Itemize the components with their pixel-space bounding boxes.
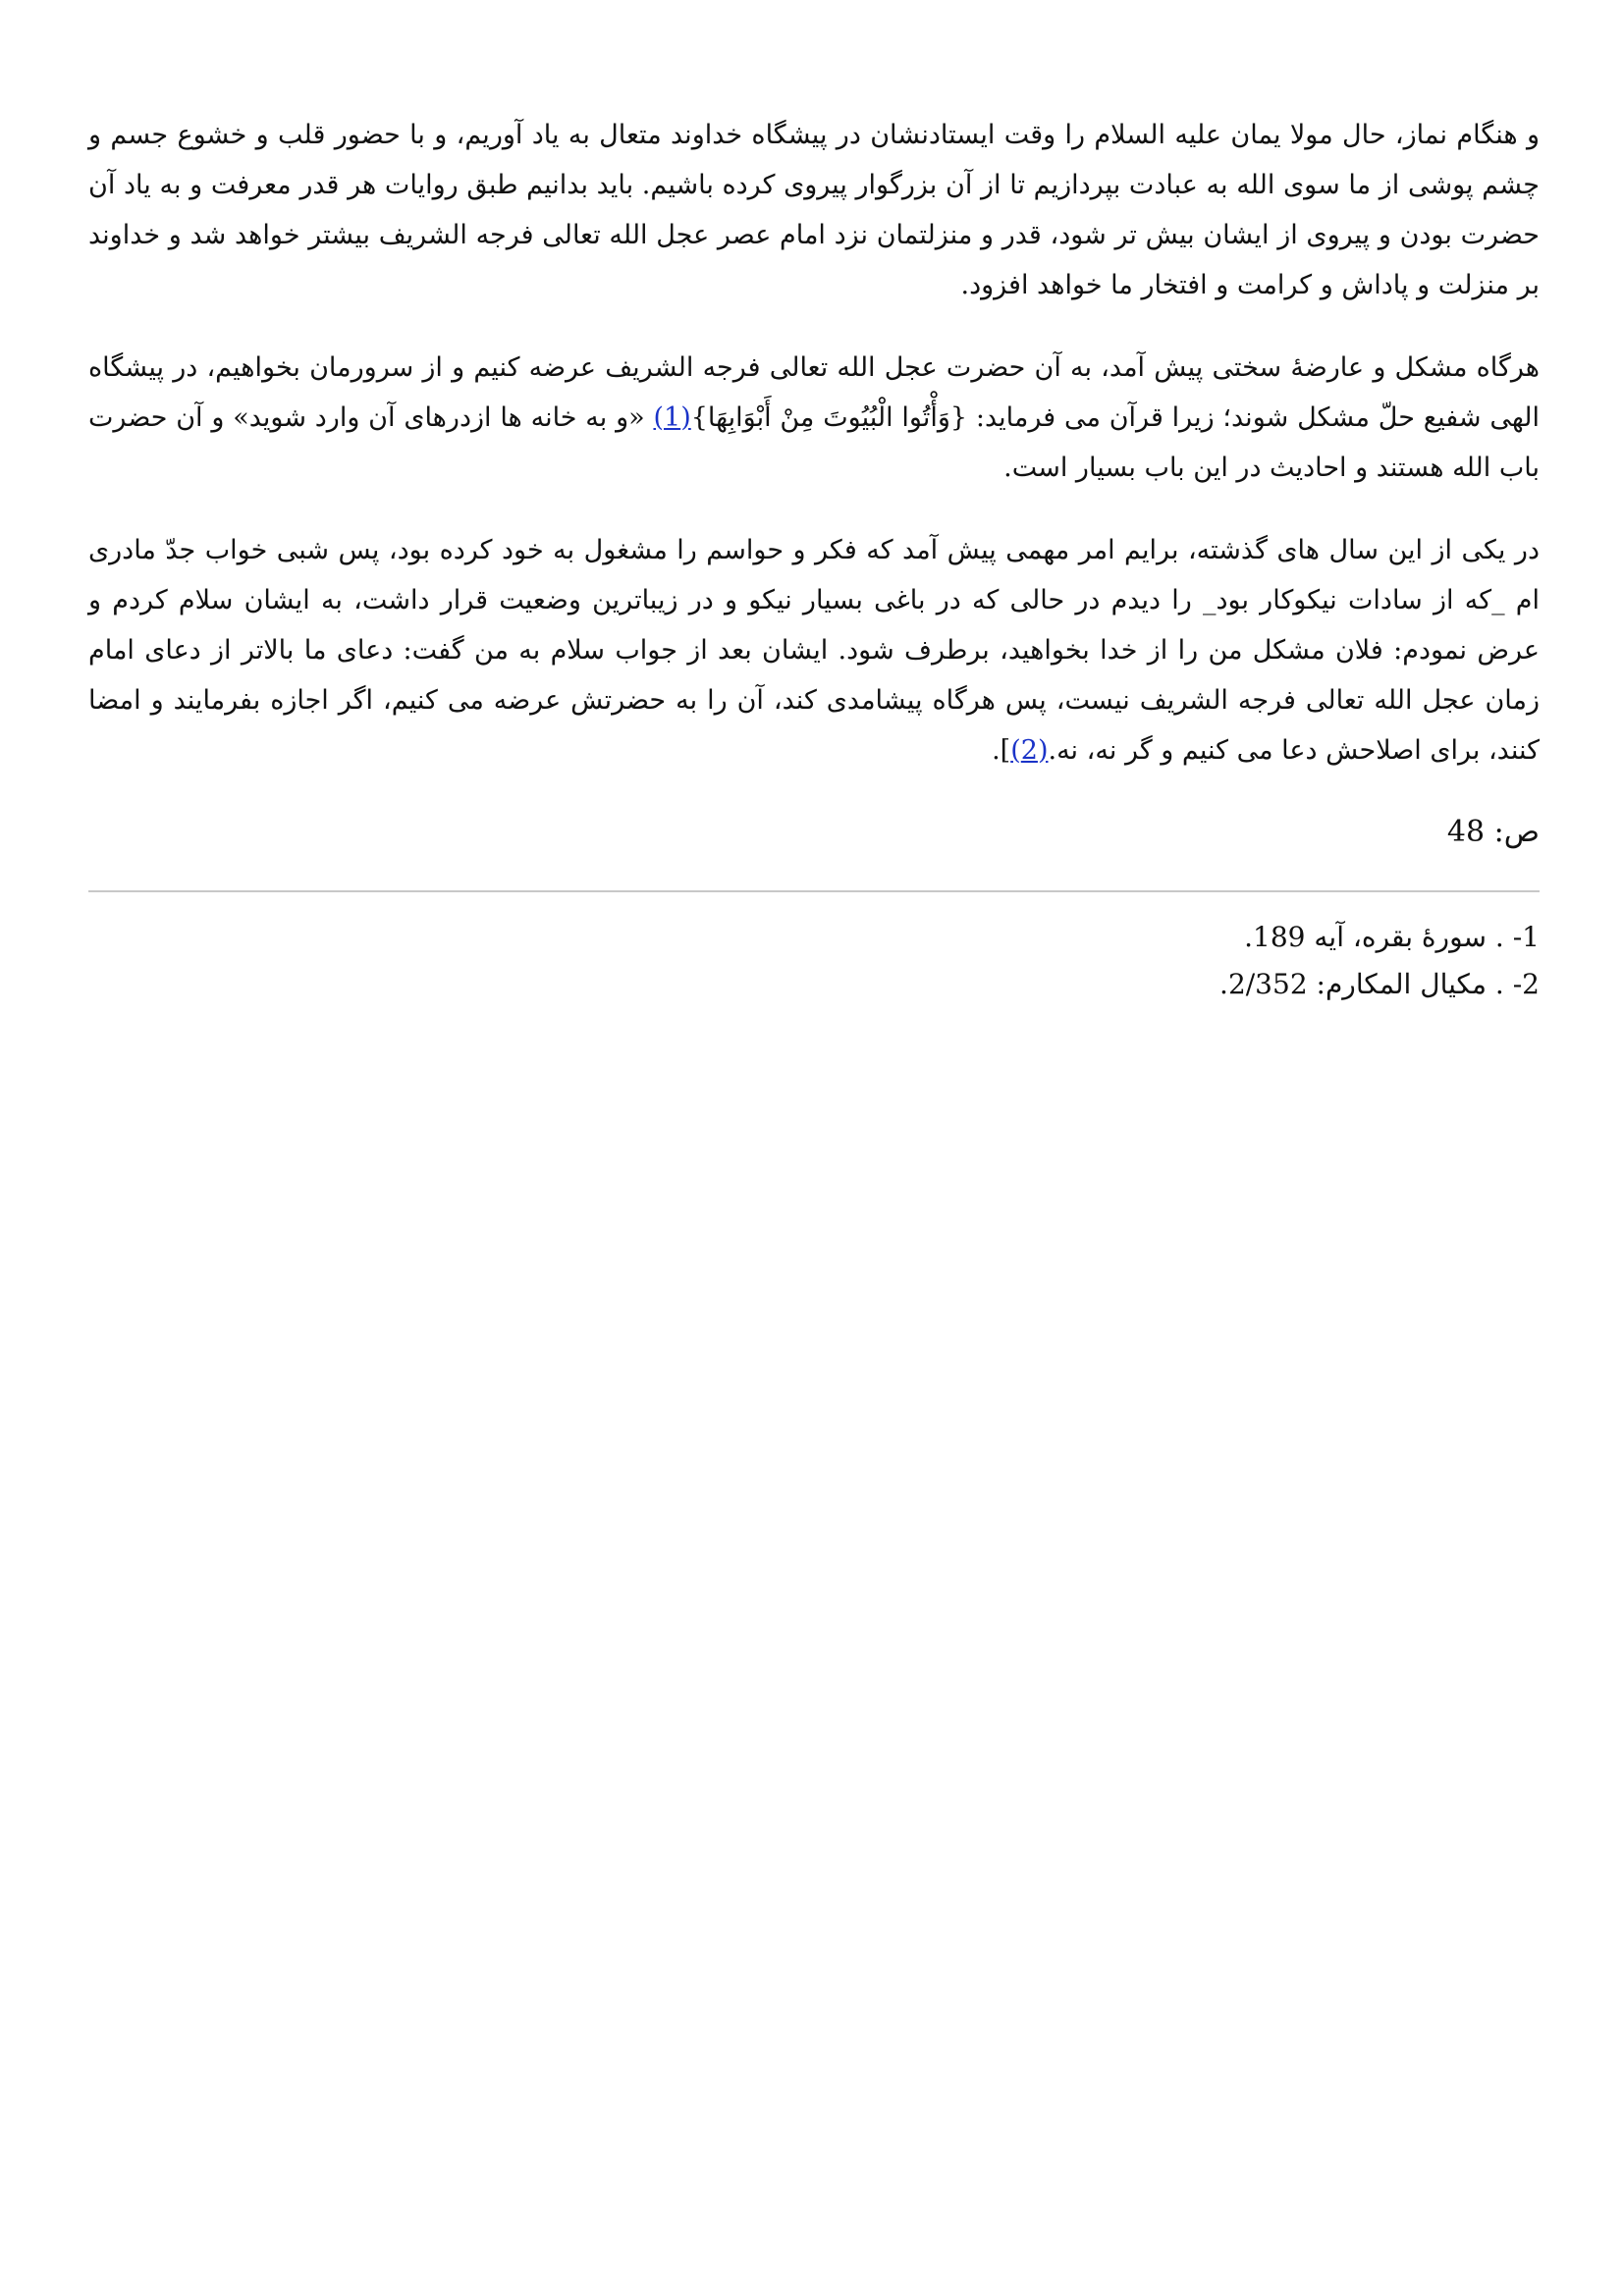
paragraph-text: و هنگام نماز، حال مولا یمان علیه السلام را وقت ایستادنشان در پیشگاه خداوند متعال به یاد آوریم، و با حضور قلب و خشوع جسم و چشم پوشی از ما سوی الله به عبادت بپردازیم تا از آن بزرگوار پیروی کرده باشیم. باید بدانیم طبق روایات هر قدر معرفت و به یاد آن حضرت بودن و پیروی از ایشان بیش تر شود، قدر و منزلتمان نزد امام عصر عجل الله تعالی فرجه الشریف بیشتر خواهد شد و خداوند بر منزلت و پاداش و کرامت و افتخار ما خواهد افزود.: [88, 120, 1540, 300]
footnote-link-2[interactable]: (2): [1010, 735, 1049, 766]
page-number: ص: 48: [1446, 815, 1540, 849]
paragraph-text-before-ref: هرگاه مشکل و عارضهٔ سختی پیش آمد، به آن حضرت عجل الله تعالی فرجه الشریف عرضه کنیم و از سرورمان بخواهیم، در پیشگاه الهی شفیع حلّ مشکل شوند؛ زیرا قرآن می فرماید: {وَأْتُوا الْبُيُوتَ مِنْ أَبْوَابِهَا}: [88, 352, 1540, 433]
footnote-1: 1- . سورهٔ بقره، آیه 189.: [1244, 921, 1540, 953]
document-page: [88, 110, 1540, 1008]
paragraph-prayer: [88, 110, 1540, 310]
paragraph-text-after-ref: ].: [992, 735, 1011, 766]
paragraph-text-after-ref: «و به خانه ها ازدرهای آن وارد شوید» و آن حضرت باب الله هستند و احادیث در این باب بسیار است.: [88, 402, 1540, 483]
footnote-2: 2- . مکیال المکارم: 2/352.: [1219, 968, 1540, 1000]
footnotes: [88, 914, 1540, 1008]
paragraph-text-before-ref: در یکی از این سال های گذشته، برایم امر مهمی پیش آمد که فکر و حواسم را مشغول به خود کرده بود، پس شبی خواب جدّ مادری ام _که از سادات نیکوکار بود_ را دیدم در حالی که در باغی بسیار نیکو و در زیباترین وضعیت قرار داشت، به ایشان سلام کردم و عرض نمودم: فلان مشکل من را از خدا بخواهید، برطرف شود. ایشان بعد از جواب سلام به من گفت: دعای ما بالاتر از دعای امام زمان عجل الله تعالی فرجه الشریف نیست، پس هرگاه پیشامدی کند، آن را به حضرتش عرضه می کنیم، اگر اجازه بفرمایند و امضا کنند، برای اصلاحش دعا می کنیم و گر نه، نه.: [88, 535, 1540, 766]
footnote-link-1[interactable]: (1): [653, 402, 691, 433]
paragraph-intercession: [88, 343, 1540, 493]
footnote-divider: [88, 890, 1540, 892]
paragraph-dream: [88, 525, 1540, 775]
